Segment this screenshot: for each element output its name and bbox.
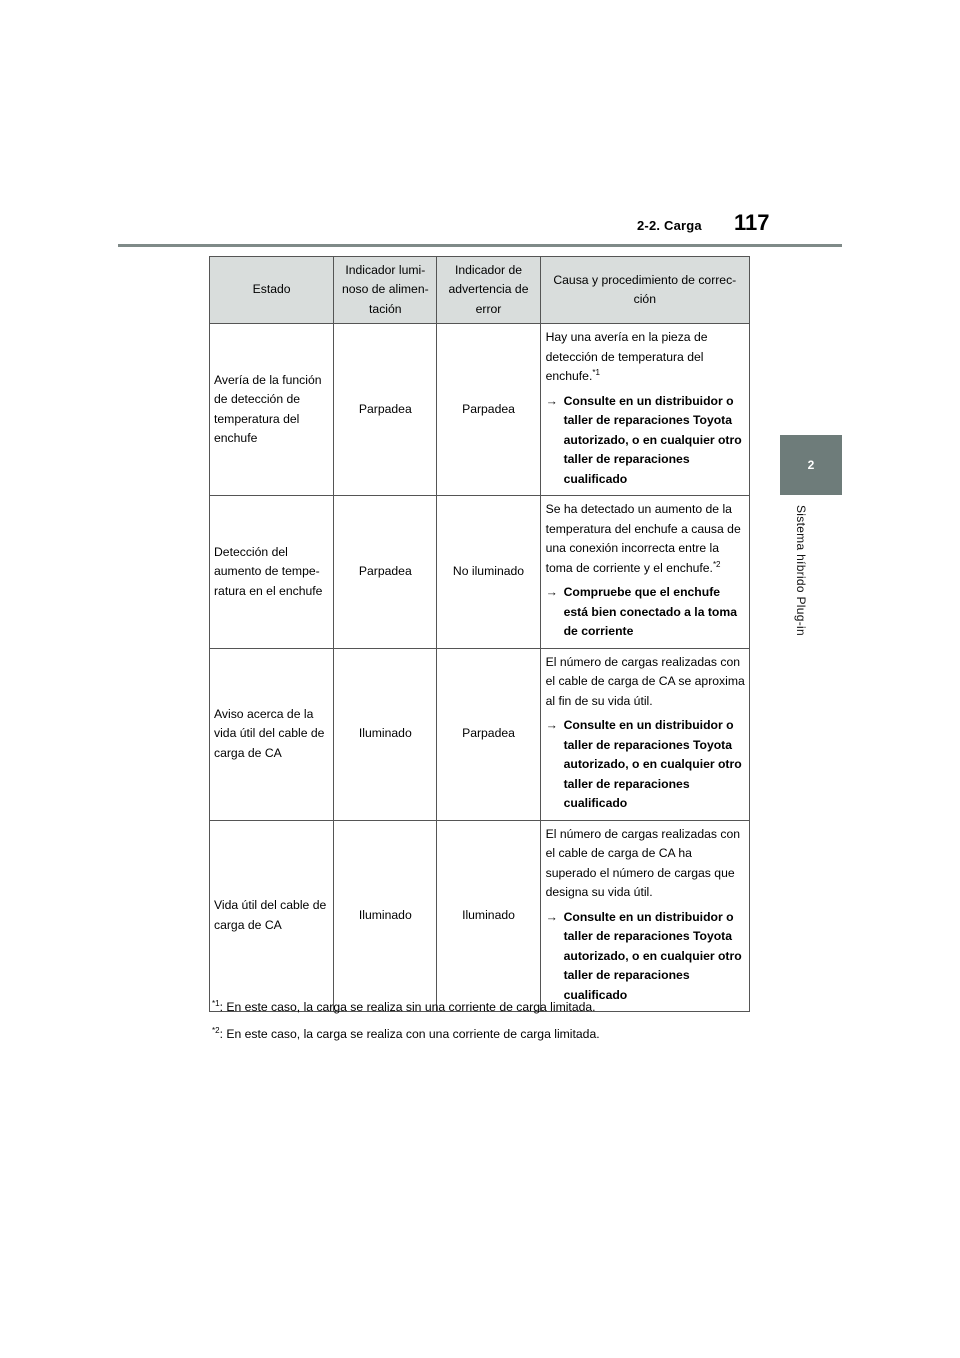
action-item [546, 908, 745, 1006]
header-advertencia: Indicador de advertencia de error [437, 257, 540, 324]
arrow-right-icon: → [545, 393, 558, 408]
cell-causa [540, 648, 749, 820]
cell-advertencia: Iluminado [437, 820, 540, 1012]
action-item [546, 583, 745, 642]
action-text: Consulte en un distribuidor o taller de reparaciones Toyota autorizado, o en cualquier otro taller de reparaciones cualificado [563, 718, 742, 810]
page-number: 117 [734, 210, 770, 235]
footnote-2: $^{*2}$: En este caso, la carga se realiza con una corriente de carga limitada. [212, 1026, 600, 1042]
cell-causa [540, 820, 749, 1012]
table-header-row [210, 257, 750, 324]
footnote-ref: *1 [592, 367, 600, 377]
cell-estado: Avería de la función de detección de temperatura del enchufe [210, 324, 334, 496]
chapter-tab[interactable] [780, 435, 842, 495]
section-title: 2-2. Carga [637, 218, 702, 233]
chapter-number: 2 [807, 458, 815, 472]
causa-description: Hay una avería en la pieza de detección de temperatura del enchufe.$^{*1}$ [545, 330, 708, 383]
table-row [210, 648, 750, 820]
cell-indicador: Iluminado [334, 648, 437, 820]
charge-status-table [209, 256, 750, 1012]
table-row [210, 496, 750, 649]
chapter-label: Sistema híbrido Plug-in [794, 505, 808, 636]
action-text: Compruebe que el enchufe está bien conectado a la toma de corriente [563, 585, 737, 638]
arrow-right-icon: → [545, 909, 558, 924]
action-item [546, 392, 745, 490]
footnotes [212, 992, 600, 1046]
cell-indicador: Iluminado [334, 820, 437, 1012]
cell-indicador: Parpadea [334, 496, 437, 649]
cell-estado: Vida útil del cable de carga de CA [210, 820, 334, 1012]
table-row [210, 820, 750, 1012]
causa-description: Se ha detectado un aumento de la temperatura del enchufe a causa de una conexión incorrecta entre la toma de corriente y el enchufe.$^{*2}$ [545, 502, 741, 575]
arrow-right-icon: → [545, 718, 558, 732]
action-text: Consulte en un distribuidor o taller de reparaciones Toyota autorizado, o en cualquier otro taller de reparaciones cualificado [563, 909, 742, 1002]
table-row [210, 324, 750, 496]
footnote-ref: *2 [712, 559, 721, 569]
cell-estado: Aviso acerca de la vida útil del cable de carga de CA [210, 648, 334, 820]
cell-advertencia: Parpadea [437, 648, 540, 820]
header-indicador: Indicador lumi-noso de alimen-tación [334, 257, 437, 324]
cell-causa [540, 324, 749, 496]
action-item [546, 716, 745, 814]
header-causa: Causa y procedimiento de correc-ción [540, 257, 749, 324]
cell-estado: Detección del aumento de tempe-ratura en el enchufe [210, 496, 334, 649]
header-estado: Estado [210, 257, 334, 324]
cell-causa [540, 496, 749, 649]
cell-indicador: Parpadea [334, 324, 437, 496]
cell-advertencia: No iluminado [437, 496, 540, 649]
footnote-1: $^{*1}$: En este caso, la carga se realiza sin una corriente de carga limitada. [212, 999, 596, 1015]
arrow-right-icon: → [545, 585, 558, 599]
causa-description: El número de cargas realizadas con el cable de carga de CA se aproxima al fin de su vida útil. [545, 654, 745, 708]
cell-advertencia: Parpadea [437, 324, 540, 496]
causa-description: El número de cargas realizadas con el cable de carga de CA ha superado el número de cargas que designa su vida útil. [545, 826, 741, 899]
header-divider [118, 244, 842, 247]
action-text: Consulte en un distribuidor o taller de reparaciones Toyota autorizado, o en cualquier otro taller de reparaciones cualificado [563, 393, 742, 486]
